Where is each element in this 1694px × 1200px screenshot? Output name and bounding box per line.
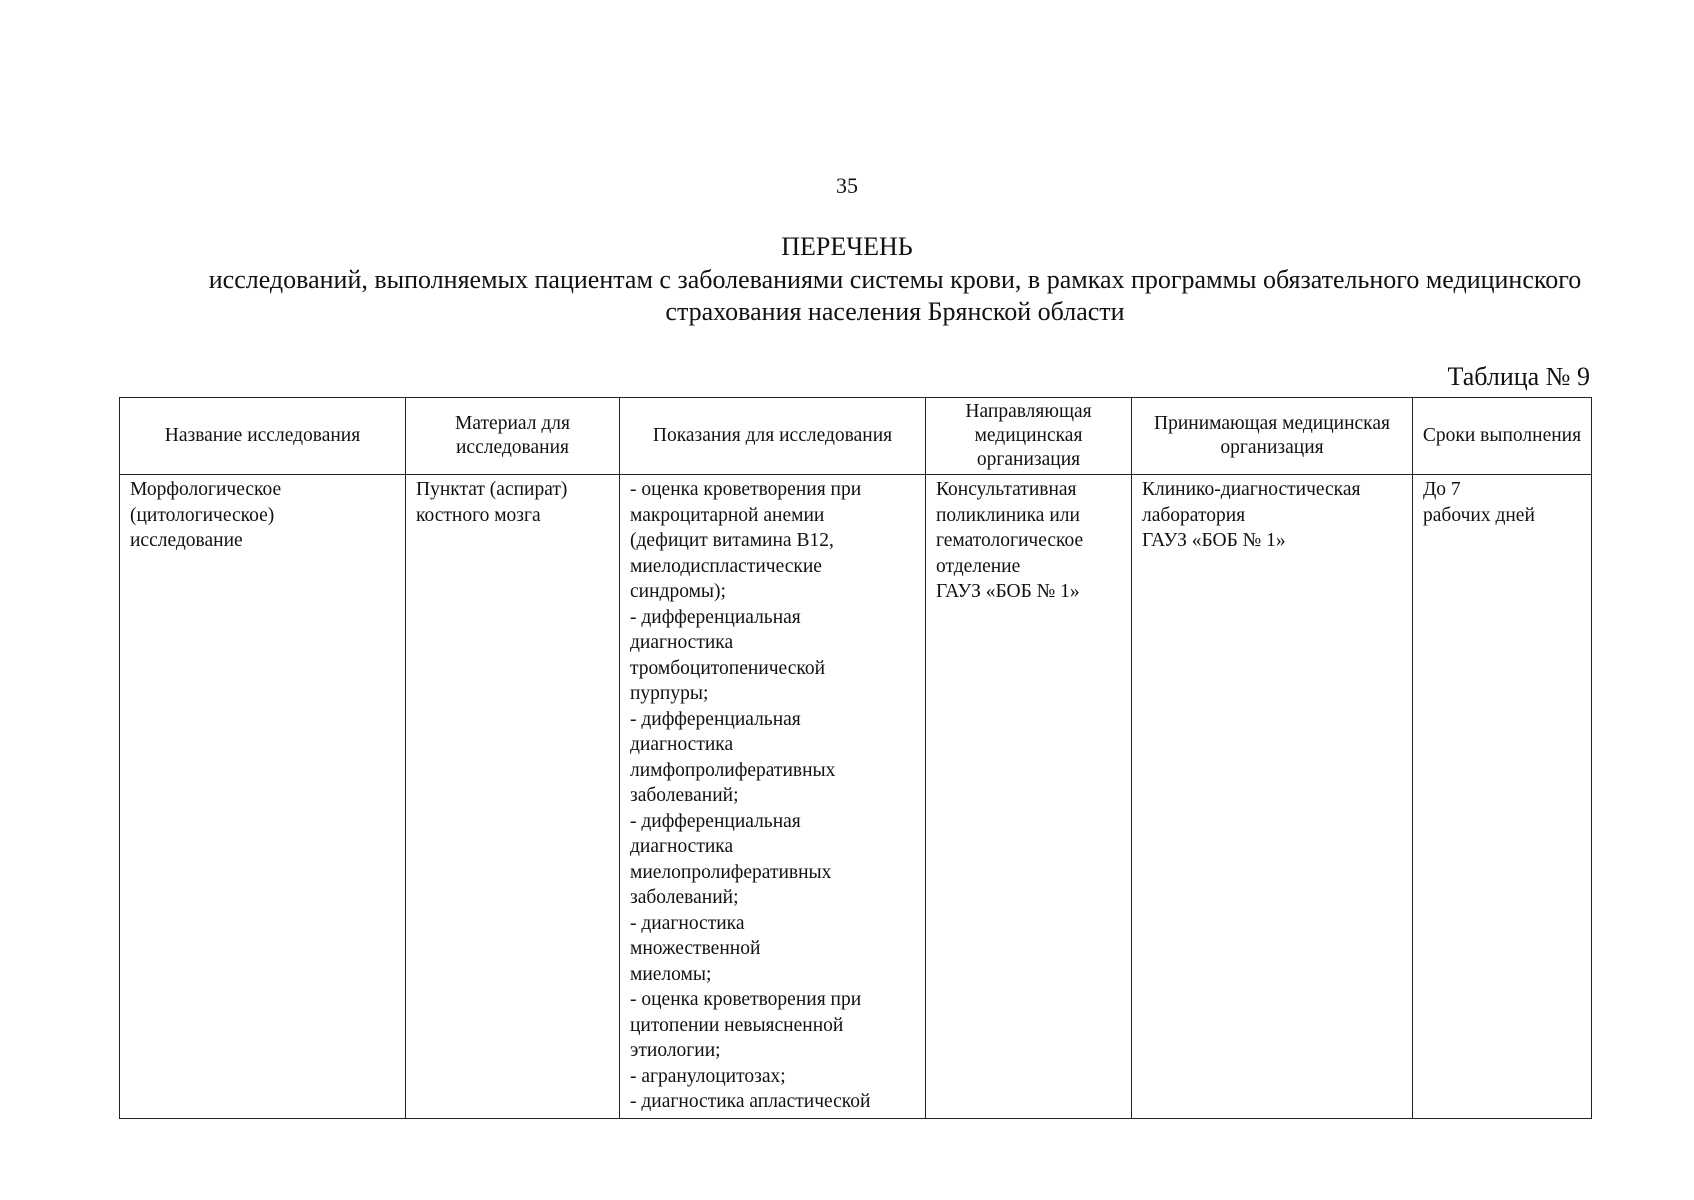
header-study-name: Название исследования [120, 398, 406, 475]
cell-line: - дифференциальная [630, 606, 801, 628]
cell-line: До 7 [1423, 479, 1461, 500]
studies-table [119, 397, 1592, 1119]
cell-line: диагностика [630, 632, 734, 653]
cell-study-name [120, 475, 406, 1119]
cell-line: исследование [130, 530, 243, 551]
cell-line: тромбоцитопенической [630, 657, 826, 679]
table-label: Таблица № 9 [1447, 362, 1590, 391]
cell-line: рабочих дней [1423, 504, 1535, 526]
cell-line: заболеваний; [630, 785, 739, 806]
cell-line: отделение [936, 555, 1021, 577]
cell-line: миелопролиферативных [630, 861, 832, 883]
cell-line: диагностика [630, 734, 734, 755]
cell-line: - оценка кроветворения при [630, 989, 862, 1010]
cell-line: миеломы; [630, 963, 712, 985]
cell-material [406, 475, 620, 1119]
cell-line: - диагностика [630, 912, 745, 934]
cell-line: поликлиника или [936, 504, 1080, 526]
cell-line: гематологическое [936, 530, 1084, 551]
cell-line: костного мозга [416, 504, 541, 526]
cell-referring-org [926, 475, 1132, 1119]
cell-line: заболеваний; [630, 887, 739, 908]
cell-line: множественной [630, 938, 761, 959]
document-title: ПЕРЕЧЕНЬ [781, 232, 913, 261]
cell-line: - дифференциальная [630, 708, 801, 730]
cell-line: диагностика [630, 836, 734, 857]
cell-line: - оценка кроветворения при [630, 479, 862, 500]
table-header-row [120, 398, 1592, 475]
cell-indications [620, 475, 926, 1119]
cell-line: макроцитарной анемии [630, 504, 825, 526]
cell-line: ГАУЗ «БОБ № 1» [936, 581, 1080, 602]
header-referring-org: Направляющая медицинская организация [926, 398, 1132, 475]
cell-line: Консультативная [936, 479, 1077, 500]
cell-line: - диагностика апластической [630, 1091, 871, 1112]
cell-line: Пунктат (аспират) [416, 479, 568, 500]
table-row [120, 475, 1592, 1119]
cell-receiving-org [1132, 475, 1413, 1119]
header-indications: Показания для исследования [620, 398, 926, 475]
cell-line: ГАУЗ «БОБ № 1» [1142, 530, 1286, 551]
cell-deadline [1413, 475, 1592, 1119]
cell-line: синдромы); [630, 581, 726, 602]
header-deadline: Сроки выполнения [1413, 398, 1592, 475]
cell-line: Клинико-диагностическая [1142, 479, 1361, 500]
document-subtitle: исследований, выполняемых пациентам с заболеваниями системы крови, в рамках программы обязательного медицинского страхования населения Брянской области [208, 265, 1582, 326]
cell-line: цитопении невыясненной [630, 1014, 844, 1036]
cell-line: (дефицит витамина В12, [630, 530, 834, 551]
page-number: 35 [836, 173, 858, 198]
header-material: Материал для исследования [406, 398, 620, 475]
cell-line: миелодиспластические [630, 555, 822, 577]
cell-line: - агранулоцитозах; [630, 1065, 786, 1087]
cell-line: - дифференциальная [630, 810, 801, 832]
cell-line: Морфологическое [130, 479, 282, 500]
cell-line: (цитологическое) [130, 504, 275, 526]
header-receiving-org: Принимающая медицинская организация [1132, 398, 1413, 475]
cell-line: пурпуры; [630, 683, 709, 704]
cell-line: лимфопролиферативных [630, 759, 836, 781]
cell-line: лаборатория [1142, 504, 1246, 526]
cell-line: этиологии; [630, 1040, 721, 1061]
